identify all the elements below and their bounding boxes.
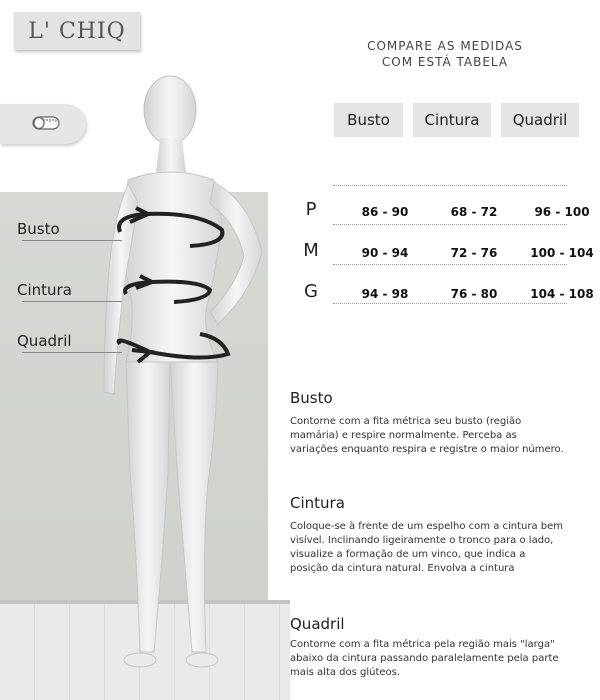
table-cell: 86 - 90 — [361, 205, 409, 219]
row-divider — [333, 264, 567, 265]
body-label-busto: Busto — [17, 220, 60, 238]
desc-text-quadril: Contorne com a fita métrica pela região mais "larga" abaixo da cintura passando paralelamente pela parte mais alta dos glúteos. — [290, 639, 559, 678]
header-busto: Busto — [334, 103, 403, 137]
table-cell: 68 - 72 — [450, 205, 498, 219]
desc-text-busto: Contorne com a fita métrica seu busto (região mamária) e respire normalmente. Perceba as variações enquanto respira e registre o maior número. — [290, 416, 564, 455]
measuring-tape-tab[interactable] — [0, 104, 86, 144]
label-line-busto — [22, 240, 122, 241]
header-cintura: Cintura — [413, 103, 491, 137]
table-cell: 94 - 98 — [361, 287, 409, 301]
size-letter-g: G — [304, 281, 318, 302]
table-cell: 96 - 100 — [534, 205, 590, 219]
desc-text-cintura: Coloque-se à frente de um espelho com a cintura bem visível. Inclinando ligeiramente o tronco para o lado, visualize a formação de um vinco, que indica a posição da cintura natural. Envolva a cintura — [290, 521, 564, 574]
table-cell: 104 - 108 — [530, 287, 594, 301]
body-label-quadril: Quadril — [17, 332, 72, 350]
table-cell: 72 - 76 — [450, 246, 498, 260]
desc-title-quadril: Quadril — [290, 615, 345, 633]
desc-title-busto: Busto — [290, 389, 333, 407]
measuring-tape-icon — [30, 113, 64, 135]
body-label-cintura: Cintura — [17, 281, 72, 299]
logo-text: L' CHIQ — [28, 18, 126, 44]
size-letter-p: P — [305, 199, 317, 220]
label-line-quadril — [22, 352, 122, 353]
desc-title-cintura: Cintura — [290, 494, 345, 512]
mannequin-figure — [90, 72, 290, 692]
header-quadril: Quadril — [501, 103, 579, 137]
logo[interactable] — [14, 12, 140, 50]
table-cell: 90 - 94 — [361, 246, 409, 260]
intro-line-2: COM ESTÁ TABELA — [381, 55, 509, 69]
size-letter-m: M — [303, 240, 319, 261]
intro-line-1: COMPARE AS MEDIDAS — [367, 39, 523, 53]
intro-heading — [345, 38, 545, 70]
table-cell: 100 - 104 — [530, 246, 594, 260]
label-line-cintura — [22, 301, 122, 302]
row-divider — [333, 185, 567, 186]
table-cell: 76 - 80 — [450, 287, 498, 301]
row-divider — [333, 303, 567, 304]
row-divider — [333, 224, 567, 225]
